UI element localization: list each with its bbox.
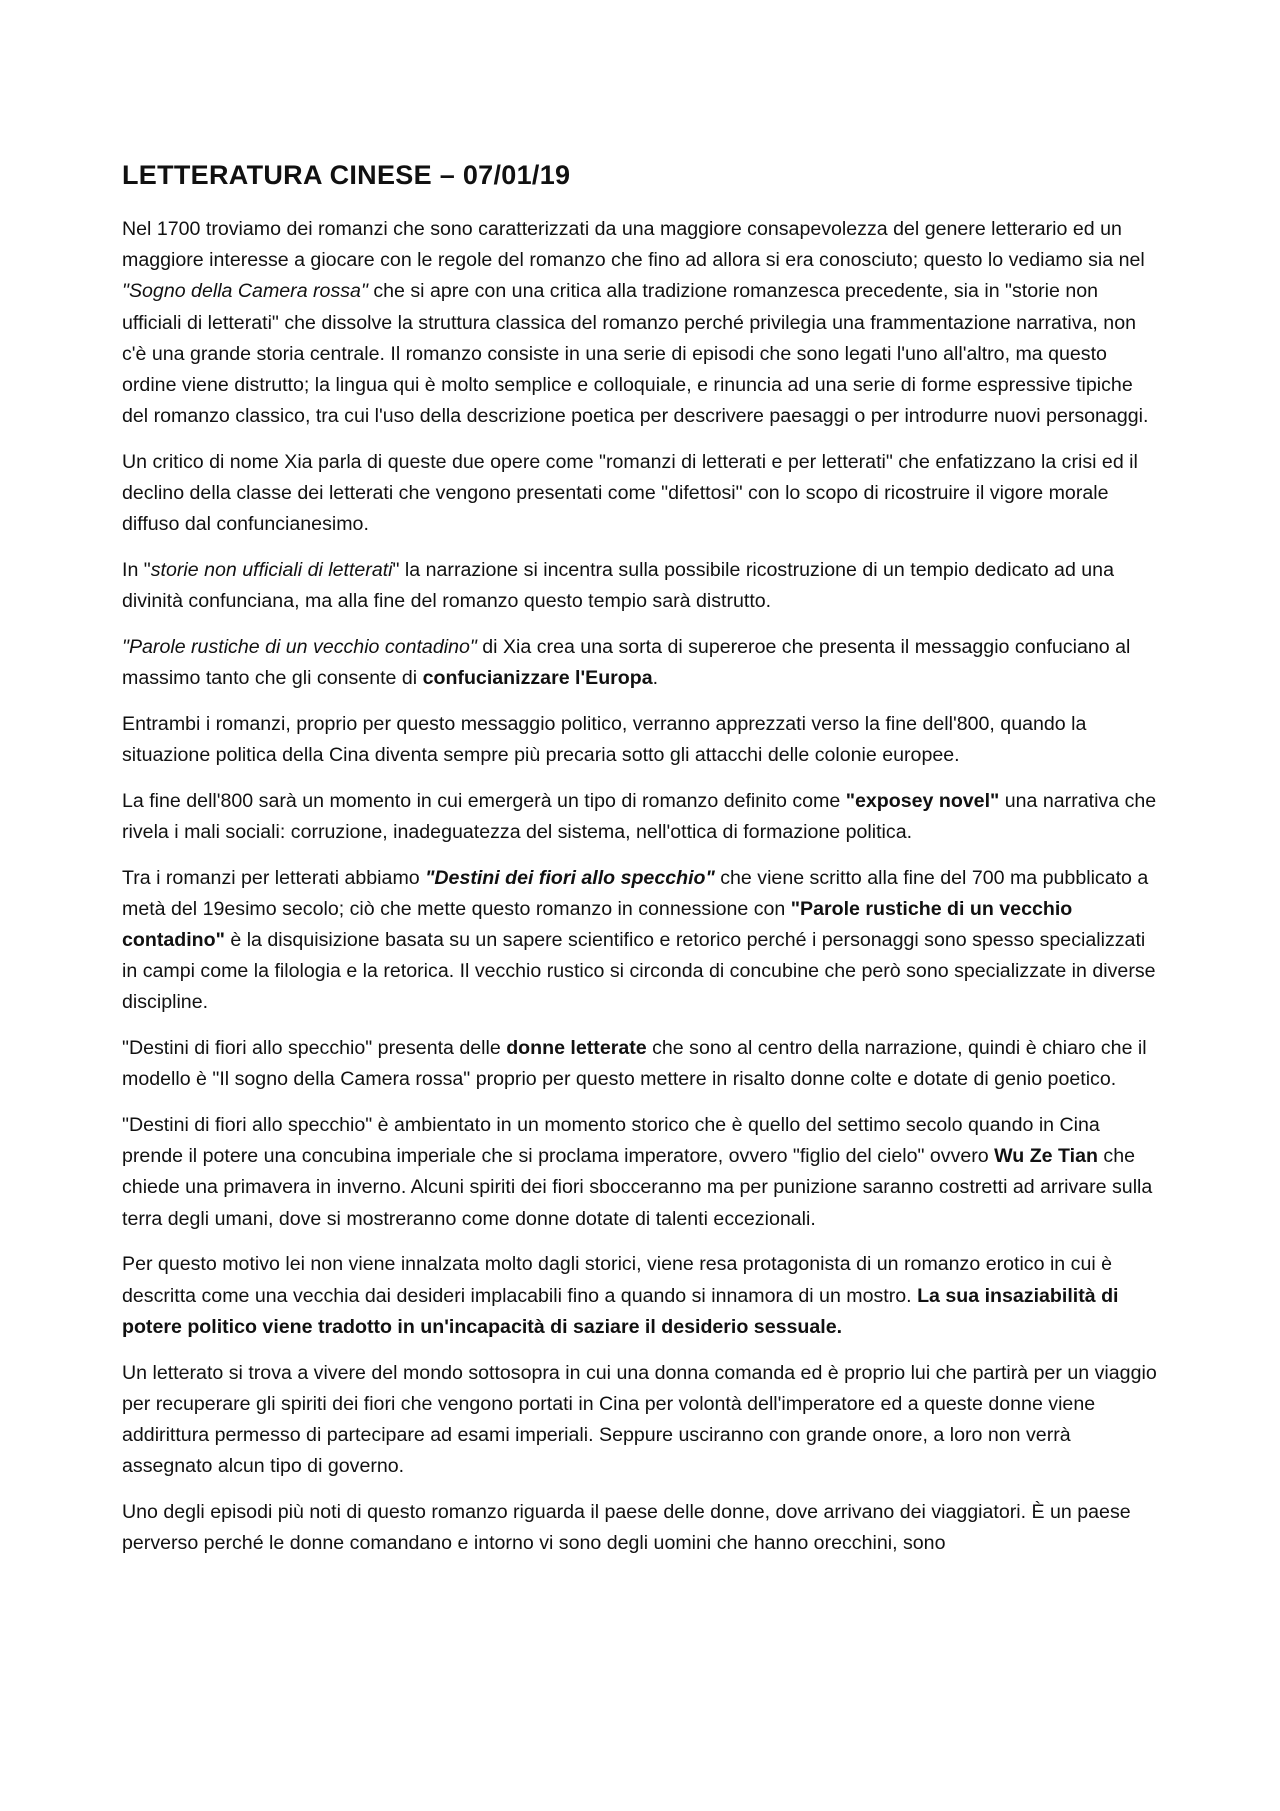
- emphasis-bold: confucianizzare l'Europa: [422, 667, 653, 690]
- text-run: una narrativa che rivela i mali sociali: corruzione, inadeguatezza del sistema, nell'ottica di formazione politica.: [122, 789, 1157, 843]
- document-title: LETTERATURA CINESE – 07/01/19: [122, 160, 571, 190]
- text-run: Nel 1700 troviamo dei romanzi che sono caratterizzati da una maggiore consapevolezza del genere letterario ed un maggiore interesse a giocare con le regole del romanzo che fino ad allora si era conosciuto; questo lo vediamo sia nel: [122, 218, 1145, 272]
- document-body: [122, 214, 1162, 1559]
- text-run: Un letterato si trova a vivere del mondo sottosopra in cui una donna comanda ed è proprio lui che partirà per un viaggio per recuperare gli spiriti dei fiori che vengono portati in Cina per volontà dell'imperatore ed a queste donne viene addirittura permesso di partecipare ad esami imperiali. Seppure usciranno con grande onore, a loro non verrà assegnato alcun tipo di governo.: [122, 1361, 1157, 1478]
- paragraph: [122, 709, 1162, 771]
- text-run: Un critico di nome Xia parla di queste due opere come "romanzi di letterati e per letterati" che enfatizzano la crisi ed il declino della classe dei letterati che vengono presentati come "difettosi" con lo scopo di ricostruire il vigore morale diffuso dal confuncianesimo.: [122, 450, 1138, 536]
- paragraph: [122, 214, 1162, 432]
- text-run: è la disquisizione basata su un sapere scientifico e retorico perché i personaggi sono spesso specializzati in campi come la filologia e la retorica. Il vecchio rustico si circonda di concubine che però sono specializzate in diverse discipline.: [122, 929, 1156, 1014]
- emphasis-italic: "Sogno della Camera rossa": [122, 280, 368, 303]
- emphasis-bold: "Destini dei fiori allo specchio": [425, 866, 715, 889]
- emphasis-bold: donne letterate: [506, 1037, 647, 1060]
- text-run: "Destini di fiori allo specchio" presenta delle: [122, 1037, 507, 1060]
- text-run: "Destini di fiori allo specchio" è ambientato in un momento storico che è quello del settimo secolo quando in Cina prende il potere una concubina imperiale che si proclama imperatore, ovvero "figlio del cielo" ovvero: [122, 1114, 1100, 1168]
- emphasis-bold: Wu Ze Tian: [994, 1145, 1098, 1168]
- text-run: che si apre con una critica alla tradizione romanzesca precedente, sia in "storie non ufficiali di letterati" che dissolve la struttura classica del romanzo perché privilegia una frammentazione narrativa, non c'è una grande storia centrale. Il romanzo consiste in una serie di episodi che sono legati l'uno all'altro, ma questo ordine viene distrutto; la lingua qui è molto semplice e colloquiale, e rinuncia ad una serie di forme espressive tipiche del romanzo classico, tra cui l'uso della descrizione poetica per descrivere paesaggi o per introdurre nuovi personaggi.: [122, 280, 1149, 428]
- paragraph: [122, 1110, 1162, 1235]
- paragraph: [122, 555, 1162, 617]
- emphasis-italic: storie non ufficiali di letterati: [150, 559, 393, 582]
- text-run: Tra i romanzi per letterati abbiamo: [122, 866, 426, 889]
- text-run: .: [652, 667, 659, 690]
- text-run: che viene scritto alla fine del 700 ma pubblicato a metà del 19esimo secolo; ciò che mette questo romanzo in connessione con: [122, 866, 1149, 920]
- text-run: La fine dell'800 sarà un momento in cui emergerà un tipo di romanzo definito come: [122, 789, 846, 812]
- emphasis-bold: "exposey novel": [845, 789, 1000, 812]
- text-run: di Xia crea una sorta di supereroe che presenta il messaggio confuciano al massimo tanto che gli consente di: [122, 635, 1131, 690]
- paragraph: [122, 786, 1162, 848]
- text-run: Per questo motivo lei non viene innalzata molto dagli storici, viene resa protagonista di un romanzo erotico in cui è descritta come una vecchia dai desideri implacabili fino a quando si innamora di un mostro.: [122, 1253, 1113, 1307]
- text-run: che sono al centro della narrazione, quindi è chiaro che il modello è "Il sogno della Camera rossa" proprio per questo mettere in risalto donne colte e dotate di genio poetico.: [122, 1037, 1147, 1091]
- paragraph: [122, 1497, 1162, 1559]
- paragraph: [122, 1249, 1162, 1343]
- emphasis-bold: La sua insaziabilità di potere politico viene tradotto in un'incapacità di saziare il desiderio sessuale.: [122, 1284, 1119, 1338]
- text-run: Entrambi i romanzi, proprio per questo messaggio politico, verranno apprezzati verso la fine dell'800, quando la situazione politica della Cina diventa sempre più precaria sotto gli attacchi delle colonie europee.: [122, 712, 1087, 767]
- emphasis-italic: "Parole rustiche di un vecchio contadino": [122, 635, 477, 658]
- paragraph: [122, 447, 1162, 541]
- paragraph: [122, 1358, 1162, 1483]
- paragraph: [122, 1033, 1162, 1095]
- paragraph: [122, 632, 1162, 694]
- emphasis-bold: "Parole rustiche di un vecchio contadino": [122, 897, 1073, 952]
- text-run: In ": [122, 559, 151, 582]
- paragraph: [122, 863, 1162, 1019]
- text-run: che chiede una primavera in inverno. Alcuni spiriti dei fiori sbocceranno ma per punizione saranno costretti ad arrivare sulla terra degli umani, dove si mostreranno come donne dotate di talenti eccezionali.: [122, 1145, 1153, 1230]
- text-run: " la narrazione si incentra sulla possibile ricostruzione di un tempio dedicato ad una divinità confunciana, ma alla fine del romanzo questo tempio sarà distrutto.: [122, 559, 1114, 613]
- document-page: [122, 158, 1162, 1574]
- text-run: Uno degli episodi più noti di questo romanzo riguarda il paese delle donne, dove arrivano dei viaggiatori. È un paese perverso perché le donne comandano e intorno vi sono degli uomini che hanno orecchini, sono: [122, 1500, 1131, 1555]
